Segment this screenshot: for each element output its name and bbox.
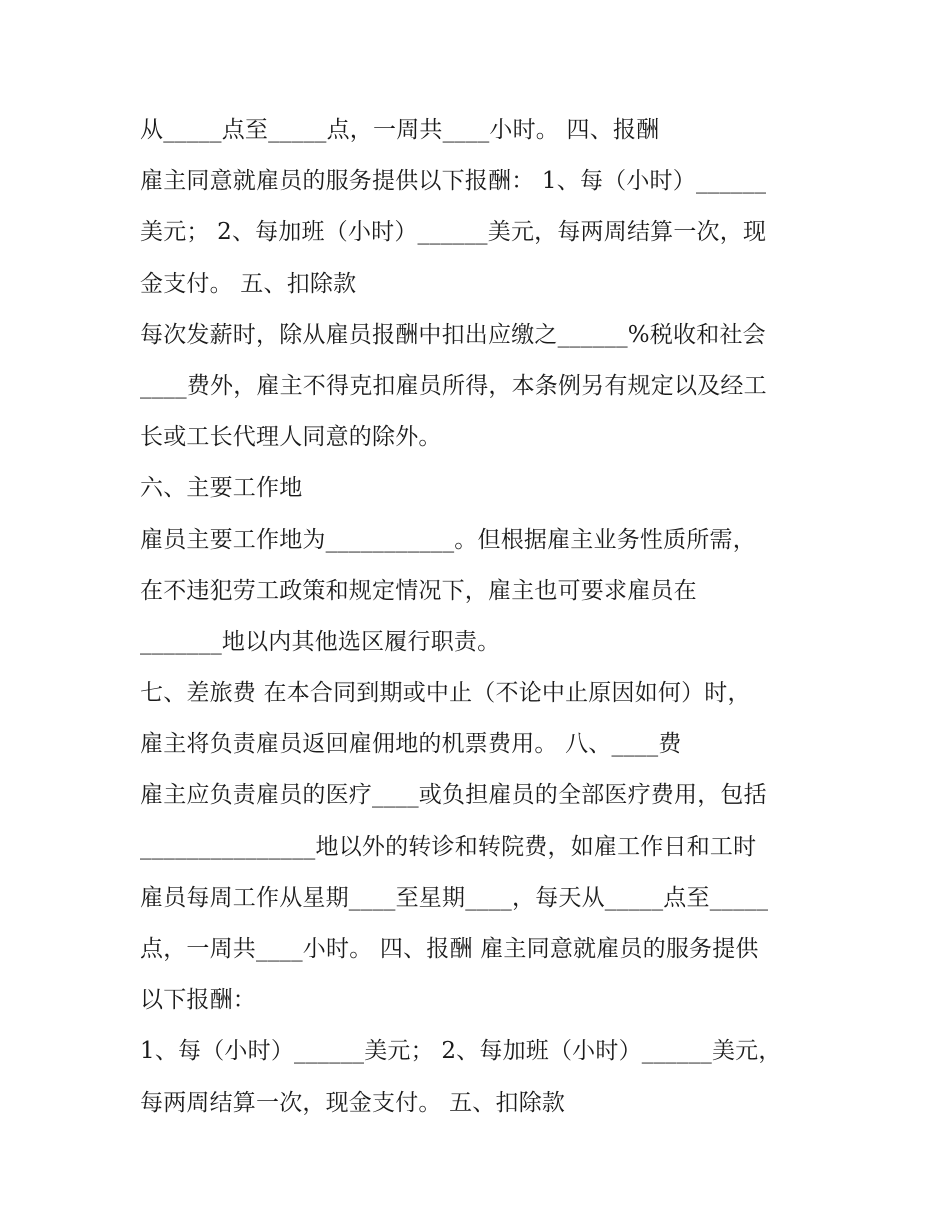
- text-line: 雇主应负责雇员的医疗____或负担雇员的全部医疗费用，包括: [140, 782, 767, 809]
- section-heading: 六、主要工作地: [140, 475, 303, 502]
- text-line: 雇员主要工作地为___________。但根据雇主业务性质所需，: [140, 526, 756, 553]
- text-line: 每次发薪时，除从雇员报酬中扣出应缴之______%税收和社会: [140, 321, 766, 348]
- text-line: 金支付。 五、扣除款: [140, 270, 357, 297]
- text-line: 雇主将负责雇员返回雇佣地的机票费用。 八、____费: [140, 731, 682, 758]
- text-line: ____费外，雇主不得克扣雇员所得，本条例另有规定以及经工: [140, 372, 767, 399]
- document-page: [140, 108, 820, 1132]
- text-line: 雇主同意就雇员的服务提供以下报酬： 1、每（小时）______: [140, 168, 767, 195]
- text-line: 雇员每周工作从星期____至星期____，每天从_____点至_____: [140, 884, 769, 911]
- text-line: 七、差旅费 在本合同到期或中止（不论中止原因如何）时，: [140, 680, 751, 707]
- text-line: 以下报酬：: [140, 987, 256, 1014]
- text-line: 点，一周共____小时。 四、报酬 雇主同意就雇员的服务提供: [140, 936, 759, 962]
- text-line: 每两周结算一次，现金支付。 五、扣除款: [140, 1089, 566, 1116]
- text-line: 在不违犯劳工政策和规定情况下，雇主也可要求雇员在: [140, 577, 697, 604]
- text-line: 从_____点至_____点，一周共____小时。 四、报酬: [140, 117, 660, 143]
- text-line: _______地以内其他选区履行职责。: [140, 628, 501, 655]
- text-line: 长或工长代理人同意的除外。: [140, 424, 442, 451]
- text-line: 美元； 2、每加班（小时）______美元，每两周结算一次，现: [140, 219, 767, 246]
- text-line: 1、每（小时）______美元； 2、每加班（小时）______美元，: [140, 1038, 782, 1065]
- text-line: _______________地以外的转诊和转院费，如雇工作日和工时: [140, 833, 757, 860]
